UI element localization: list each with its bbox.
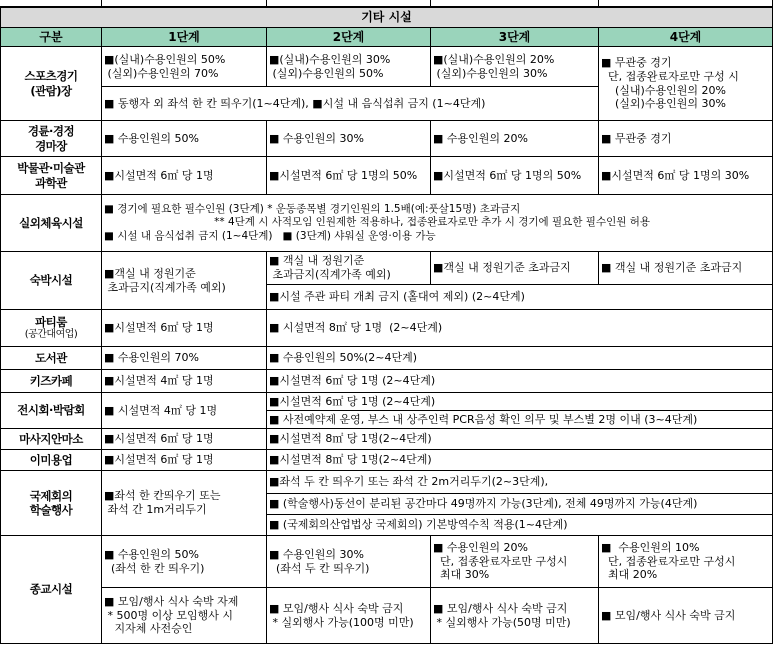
sports-level-1: ■(실내)수용인원의 50% (실외)수용인원의 70% <box>102 47 267 87</box>
party-room-sublabel: (공간대여업) <box>24 328 78 340</box>
table-row <box>1 536 773 588</box>
table-row <box>1 121 773 157</box>
category-kids-cafe: 키즈카페 <box>1 370 102 393</box>
conference-academic: ■ (학술행사)동선이 분리된 공간마다 49명까지 가능(3단계), 전체 49명까지 가능(4단계) <box>267 494 773 515</box>
museum-level-3: ■시설면적 6㎡ 당 1명의 50% <box>431 157 599 195</box>
category-party-room <box>1 310 102 347</box>
header-level-1: 1단계 <box>102 28 267 47</box>
religion-level-2-capacity: ■ 수용인원의 30% (좌석 두 칸 띄우기) <box>267 536 431 588</box>
category-racing: 경륜·경정 경마장 <box>1 121 102 157</box>
religion-level-1-events: ■ 모임/행사 식사 숙박 자제 * 500명 이상 모임행사 시 지자체 사전승인 <box>102 588 267 644</box>
party-level-1: ■시설면적 6㎡ 당 1명 <box>102 310 267 347</box>
category-library: 도서관 <box>1 347 102 370</box>
sports-level-4: ■ 무관중 경기 단, 접종완료자로만 구성 시 (실내)수용인원의 20% (실외)수용인원의 30% <box>599 47 773 121</box>
museum-level-4: ■시설면적 6㎡ 당 1명의 30% <box>599 157 773 195</box>
racing-level-3: ■ 수용인원의 20% <box>431 121 599 157</box>
table-row <box>1 588 773 644</box>
party-level-2-4: ■ 시설면적 8㎡ 당 1명 (2~4단계) <box>267 310 773 347</box>
racing-level-4: ■ 무관중 경기 <box>599 121 773 157</box>
sports-level-2: ■(실내)수용인원의 30% (실외)수용인원의 50% <box>267 47 431 87</box>
religion-level-2-events: ■ 모임/행사 식사 숙박 금지 * 실외행사 가능(100명 미만) <box>267 588 431 644</box>
lodging-level-2: ■ 객실 내 정원기준 초과금지(직계가족 예외) <box>267 252 431 285</box>
religion-level-4-events: ■ 모임/행사 식사 숙박 금지 <box>599 588 773 644</box>
museum-level-2: ■시설면적 6㎡ 당 1명의 50% <box>267 157 431 195</box>
religion-level-1-capacity: ■ 수용인원의 50% (좌석 한 칸 띄우기) <box>102 536 267 588</box>
outdoor-all-levels: ■ 경기에 필요한 필수인원 (3단계) * 운동종목별 경기인원의 1.5배(예:풋살15명) 초과금지 ** 4단계 시 사적모임 인원제한 적용하나, 접종완료자로만 추가 시 경기에 필요한 필수인원 허용 ■ 시설 내 음식섭취 금지 (1~4단계) ■ (3단계) 샤워실 운영·이용 가능 <box>102 195 773 252</box>
category-beauty: 이미용업 <box>1 450 102 471</box>
table-row <box>1 393 773 411</box>
library-level-1: ■ 수용인원의 70% <box>102 347 267 370</box>
conference-international: ■ (국제회의산업법상 국제회의) 기본방역수칙 적용(1~4단계) <box>267 515 773 536</box>
exhibit-level-1: ■ 시설면적 4㎡ 당 1명 <box>102 393 267 429</box>
massage-level-1: ■시설면적 6㎡ 당 1명 <box>102 429 267 450</box>
racing-level-2: ■ 수용인원의 30% <box>267 121 431 157</box>
lodging-level-1: ■객실 내 정원기준 초과금지(직계가족 예외) <box>102 252 267 310</box>
category-massage: 마사지안마소 <box>1 429 102 450</box>
sports-common: ■ 동행자 외 좌석 한 칸 띄우기(1~4단계), ■시설 내 음식섭취 금지 (1~4단계) <box>102 87 599 121</box>
facility-rules-table <box>0 7 773 644</box>
religion-level-4-capacity: ■ 수용인원의 10% 단, 접종완료자로만 구성시 최대 20% <box>599 536 773 588</box>
category-lodging: 숙박시설 <box>1 252 102 310</box>
category-sports: 스포츠경기 (관람)장 <box>1 47 102 121</box>
museum-level-1: ■시설면적 6㎡ 당 1명 <box>102 157 267 195</box>
exhibit-level-3-4-booth: ■ 사전예약제 운영, 부스 내 상주인력 PCR음성 확인 의무 및 부스별 2명 이내 (3~4단계) <box>267 411 773 429</box>
header-row <box>1 28 773 47</box>
table-row <box>1 47 773 87</box>
table-row <box>1 310 773 347</box>
conference-level-2-3: ■좌석 두 칸 띄우기 또는 좌석 간 2m거리두기(2~3단계), <box>267 471 773 494</box>
previous-table-bottom <box>0 0 773 7</box>
lodging-common: ■시설 주관 파티 개최 금지 (홀대여 제외) (2~4단계) <box>267 285 773 310</box>
racing-level-1: ■ 수용인원의 50% <box>102 121 267 157</box>
header-level-2: 2단계 <box>267 28 431 47</box>
massage-level-2-4: ■시설면적 8㎡ 당 1명(2~4단계) <box>267 429 773 450</box>
lodging-level-3: ■객실 내 정원기준 초과금지 <box>431 252 599 285</box>
table-row <box>1 370 773 393</box>
category-exhibition: 전시회·박람회 <box>1 393 102 429</box>
header-category: 구분 <box>1 28 102 47</box>
table-title: 기타 시설 <box>1 8 773 28</box>
table-row <box>1 450 773 471</box>
beauty-level-2-4: ■시설면적 8㎡ 당 1명(2~4단계) <box>267 450 773 471</box>
table-row <box>1 471 773 494</box>
party-room-label: 파티룸 <box>35 314 67 329</box>
category-religion: 종교시설 <box>1 536 102 644</box>
category-conference: 국제회의 학술행사 <box>1 471 102 536</box>
category-museum: 박물관·미술관 과학관 <box>1 157 102 195</box>
table-row <box>1 195 773 252</box>
religion-level-3-events: ■ 모임/행사 식사 숙박 금지 * 실외행사 가능(50명 미만) <box>431 588 599 644</box>
header-level-4: 4단계 <box>599 28 773 47</box>
exhibit-level-2-4-area: ■시설면적 6㎡ 당 1명 (2~4단계) <box>267 393 773 411</box>
header-level-3: 3단계 <box>431 28 599 47</box>
table-row <box>1 347 773 370</box>
table-row <box>1 429 773 450</box>
sports-level-3: ■(실내)수용인원의 20% (실외)수용인원의 30% <box>431 47 599 87</box>
kids-level-2-4: ■시설면적 6㎡ 당 1명 (2~4단계) <box>267 370 773 393</box>
conference-level-1: ■좌석 한 칸띄우기 또는 좌석 간 1m거리두기 <box>102 471 267 536</box>
library-level-2-4: ■ 수용인원의 50%(2~4단계) <box>267 347 773 370</box>
category-outdoor-sports: 실외체육시설 <box>1 195 102 252</box>
table-row <box>1 157 773 195</box>
beauty-level-1: ■시설면적 6㎡ 당 1명 <box>102 450 267 471</box>
lodging-level-4: ■ 객실 내 정원기준 초과금지 <box>599 252 773 285</box>
religion-level-3-capacity: ■ 수용인원의 20% 단, 접종완료자로만 구성시 최대 30% <box>431 536 599 588</box>
table-row <box>1 252 773 285</box>
kids-level-1: ■시설면적 4㎡ 당 1명 <box>102 370 267 393</box>
